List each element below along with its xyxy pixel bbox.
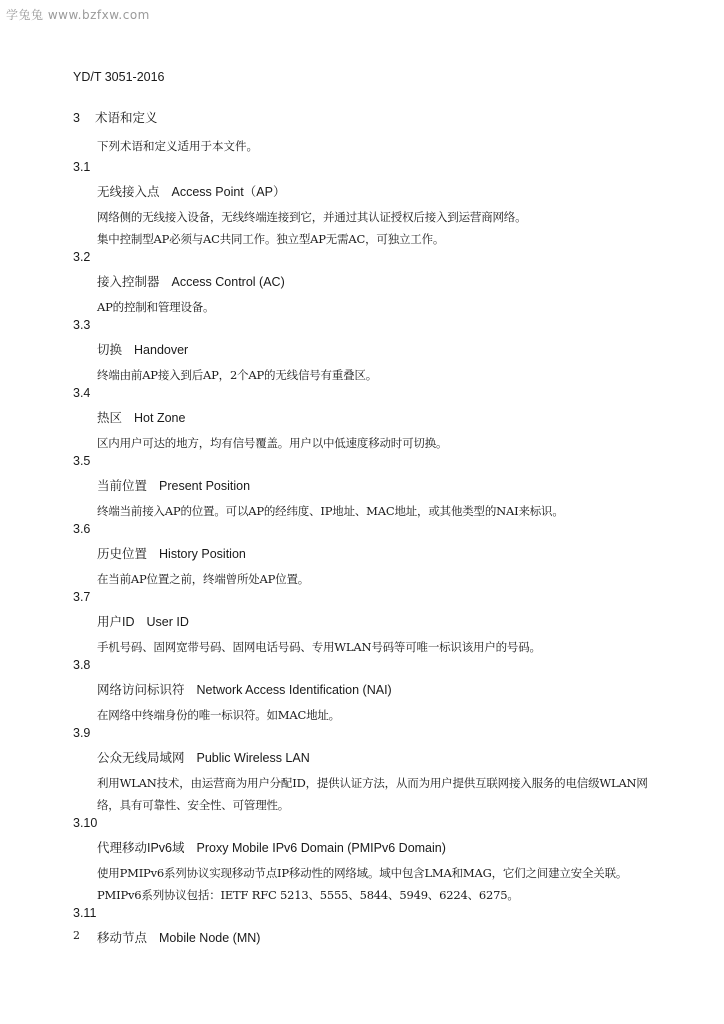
term-number: 3.11 xyxy=(73,906,97,920)
term-title xyxy=(97,748,310,766)
section-number: 3 xyxy=(73,111,80,125)
term-title-zh: 历史位置 xyxy=(97,547,148,561)
term-definition xyxy=(97,500,657,522)
term-definition xyxy=(97,206,657,250)
term-number: 3.10 xyxy=(73,816,98,830)
term-title xyxy=(97,838,446,856)
term-number: 3.3 xyxy=(73,318,91,332)
term-title-en: Proxy Mobile IPv6 Domain (PMIPv6 Domain) xyxy=(196,841,446,855)
term-number: 3.7 xyxy=(73,590,91,604)
term-number: 3.2 xyxy=(73,250,91,264)
term-title xyxy=(97,476,250,494)
term-title-zh: 用户ID xyxy=(97,615,135,629)
term-title-en: Mobile Node (MN) xyxy=(159,931,261,945)
definition-paragraph: 网络侧的无线接入设备，无线终端连接到它，并通过其认证授权后接入到运营商网络。 xyxy=(97,210,527,224)
term-title-en: Present Position xyxy=(159,479,251,493)
term-title-zh: 移动节点 xyxy=(97,931,148,945)
term-title xyxy=(97,680,392,698)
term-title xyxy=(97,182,285,200)
term-title-zh: 无线接入点 xyxy=(97,185,160,199)
definition-paragraph: 使用PMIPv6系列协议实现移动节点IP移动性的网络域。域中包含LMA和MAG，它们之间建立安全关联。PMIPv6系列协议包括：IETF RFC 5213、5555、5844、5949、6224、6275。 xyxy=(97,866,628,902)
term-definition xyxy=(97,772,657,816)
term-number: 3.5 xyxy=(73,454,91,468)
definition-paragraph: 在网络中终端身份的唯一标识符。如MAC地址。 xyxy=(97,708,340,722)
term-title xyxy=(97,544,246,562)
term-title-en: Public Wireless LAN xyxy=(196,751,310,765)
term-title-zh: 当前位置 xyxy=(97,479,148,493)
definition-paragraph: 集中控制型AP必须与AC共同工作。独立型AP无需AC，可独立工作。 xyxy=(97,232,445,246)
term-title-zh: 代理移动IPv6域 xyxy=(97,841,185,855)
page-number: 2 xyxy=(73,929,80,942)
term-definition xyxy=(97,568,657,590)
term-number: 3.8 xyxy=(73,658,91,672)
term-title xyxy=(97,408,185,426)
term-title-en: History Position xyxy=(159,547,246,561)
term-number: 3.1 xyxy=(73,160,91,174)
definition-paragraph: 终端由前AP接入到后AP，2个AP的无线信号有重叠区。 xyxy=(97,368,378,382)
term-definition xyxy=(97,296,657,318)
section-title: 术语和定义 xyxy=(95,110,158,125)
definition-paragraph: 利用WLAN技术，由运营商为用户分配ID，提供认证方法，从而为用户提供互联网接入服务的电信级WLAN网络，具有可靠性、安全性、可管理性。 xyxy=(97,776,648,812)
document-id: YD/T 3051-2016 xyxy=(73,70,165,84)
definition-paragraph: 终端当前接入AP的位置。可以AP的经纬度、IP地址、MAC地址，或其他类型的NAI来标识。 xyxy=(97,504,564,518)
term-definition xyxy=(97,432,657,454)
definition-paragraph: 在当前AP位置之前，终端曾所处AP位置。 xyxy=(97,572,310,586)
term-title-zh: 网络访问标识符 xyxy=(97,683,185,697)
term-title xyxy=(97,272,285,290)
term-title-en: Access Control (AC) xyxy=(171,275,285,289)
term-title-zh: 热区 xyxy=(97,411,123,425)
term-title-en: Hot Zone xyxy=(134,411,186,425)
definition-paragraph: 区内用户可达的地方，均有信号覆盖。用户以中低速度移动时可切换。 xyxy=(97,436,448,450)
term-title-en: Access Point（AP） xyxy=(171,185,286,199)
term-definition xyxy=(97,364,657,386)
term-number: 3.4 xyxy=(73,386,91,400)
term-title xyxy=(97,612,189,630)
term-title xyxy=(97,340,188,358)
term-title-en: Handover xyxy=(134,343,189,357)
term-definition xyxy=(97,636,657,658)
watermark: 学兔兔 www.bzfxw.com xyxy=(6,8,150,22)
term-title-zh: 切换 xyxy=(97,343,123,357)
term-title xyxy=(97,928,260,946)
term-number: 3.9 xyxy=(73,726,91,740)
term-definition xyxy=(97,704,657,726)
term-number: 3.6 xyxy=(73,522,91,536)
definition-paragraph: AP的控制和管理设备。 xyxy=(97,300,215,314)
definition-paragraph: 手机号码、固网宽带号码、固网电话号码、专用WLAN号码等可唯一标识该用户的号码。 xyxy=(97,640,541,654)
term-title-zh: 接入控制器 xyxy=(97,275,160,289)
term-title-en: User ID xyxy=(146,615,189,629)
term-title-zh: 公众无线局域网 xyxy=(97,751,185,765)
term-definition xyxy=(97,862,657,906)
intro-text: 下列术语和定义适用于本文件。 xyxy=(97,139,258,153)
section-heading xyxy=(73,108,158,126)
term-title-en: Network Access Identification (NAI) xyxy=(196,683,392,697)
